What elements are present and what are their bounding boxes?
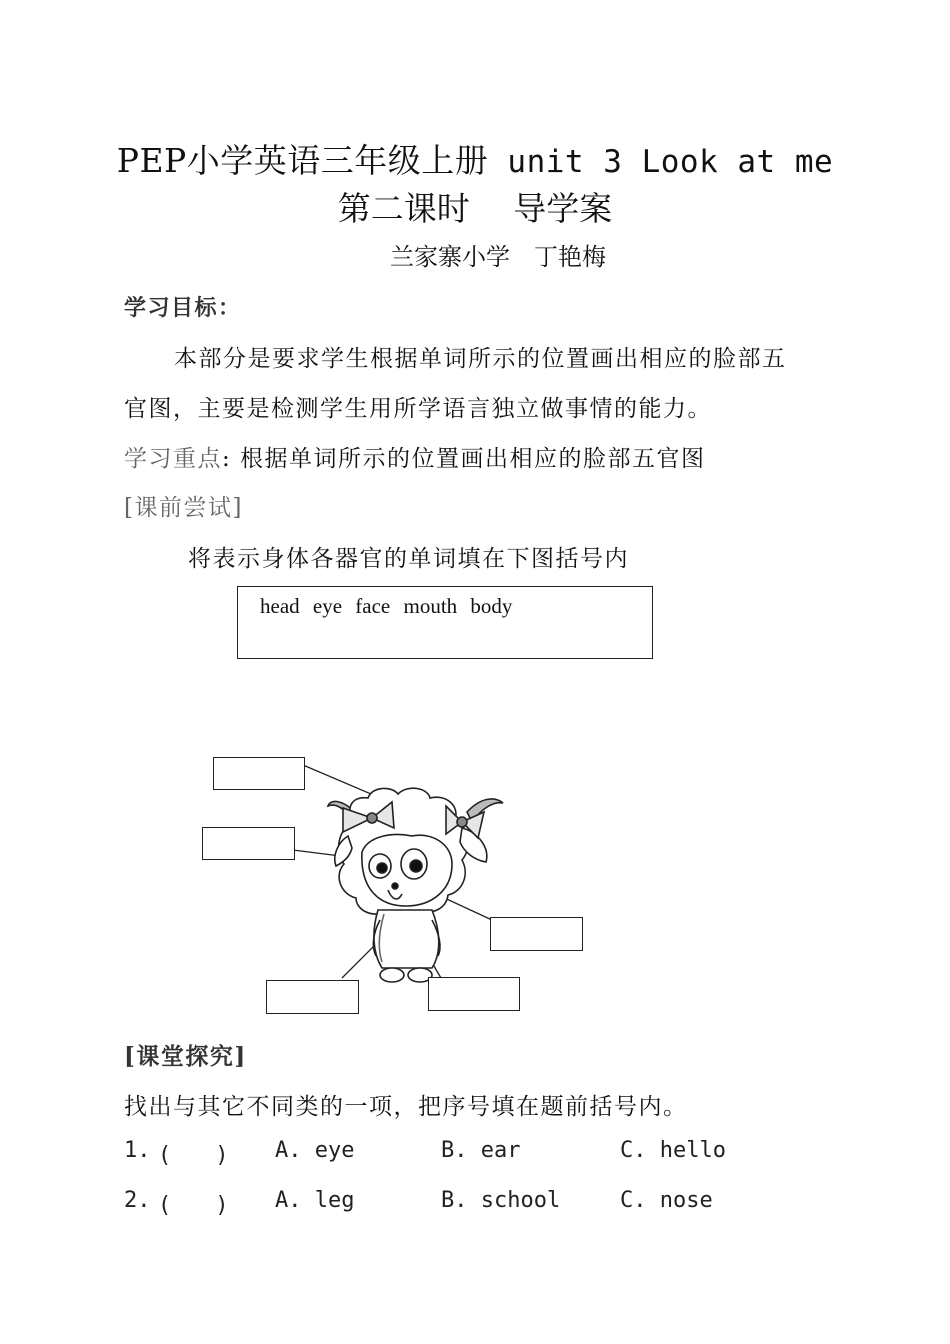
pre-class-heading: [课前尝试] xyxy=(124,495,243,521)
author-line: 兰家寨小学 丁艳梅 xyxy=(390,243,606,271)
objectives-text-line1: 本部分是要求学生根据单词所示的位置画出相应的脸部五 xyxy=(174,346,787,372)
question-number: 1. xyxy=(124,1138,151,1163)
option-a: A. leg xyxy=(275,1188,355,1213)
pre-class-instruction: 将表示身体各器官的单词填在下图括号内 xyxy=(188,546,629,572)
lesson-subtitle: 第二课时 导学案 xyxy=(337,189,613,228)
bow-left-knot xyxy=(367,813,377,823)
word-bank-text: head eye face mouth body xyxy=(260,594,513,618)
in-class-heading: [课堂探究] xyxy=(124,1043,247,1070)
title-english: unit 3 Look at me xyxy=(488,144,834,180)
bow-right-knot xyxy=(457,817,467,827)
option-b: B. school xyxy=(441,1188,561,1213)
question-number: 2. xyxy=(124,1188,151,1213)
option-c: C. hello xyxy=(620,1138,726,1163)
answer-blank[interactable]: ( ) xyxy=(158,1143,229,1168)
pupil-right xyxy=(410,860,422,872)
label-box-face[interactable] xyxy=(490,917,583,951)
label-box-body[interactable] xyxy=(266,980,359,1014)
option-b: B. ear xyxy=(441,1138,521,1163)
pupil-left xyxy=(377,863,387,873)
option-a: A. eye xyxy=(275,1138,355,1163)
sheep-drawing xyxy=(328,788,503,982)
label-box-mouth[interactable] xyxy=(428,977,520,1011)
objectives-text-line2: 官图，主要是检测学生用所学语言独立做事情的能力。 xyxy=(124,396,712,422)
body-icon xyxy=(374,910,439,968)
title-chinese: PEP小学英语三年级上册 xyxy=(116,141,489,180)
label-box-head[interactable] xyxy=(213,757,305,790)
key-point-text: : 根据单词所示的位置画出相应的脸部五官图 xyxy=(222,446,706,472)
answer-blank[interactable]: ( ) xyxy=(158,1193,229,1218)
in-class-instruction: 找出与其它不同类的一项，把序号填在题前括号内。 xyxy=(124,1094,688,1120)
key-point-label: 学习重点 xyxy=(124,446,222,472)
option-c: C. nose xyxy=(620,1188,713,1213)
objectives-heading: 学习目标： xyxy=(124,296,242,321)
foot-left-icon xyxy=(380,968,404,982)
label-box-eye[interactable] xyxy=(202,827,295,860)
nose-icon xyxy=(392,883,398,889)
